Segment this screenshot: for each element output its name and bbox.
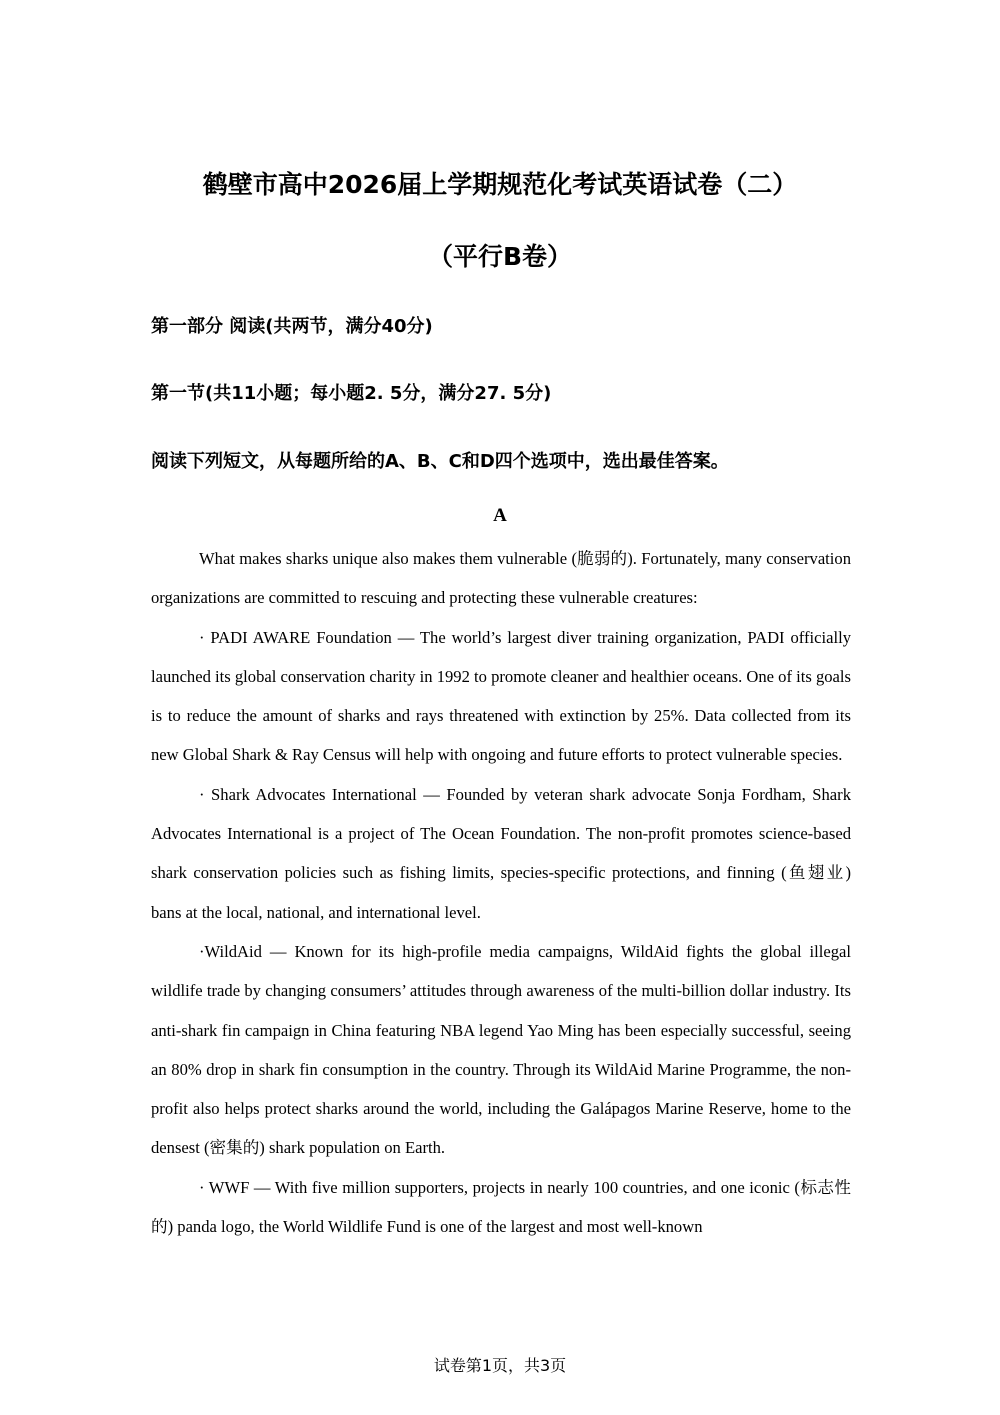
passage-paragraph-wildaid: ·WildAid — Known for its high-profile media campaigns, WildAid fights the global illegal wildlife trade by changing consumers’ attitudes through awareness of the multi-billion dollar industry. Its anti-shark fin campaign in China featuring NBA legend Yao Ming has been especially successful, seeing an 80% drop in shark fin consumption in the country. Through its WildAid Marine Programme, the non-profit also helps protect sharks around the world, including the Galápagos Marine Reserve, home to the densest (密集的) shark population on Earth. (151, 941, 851, 1158)
exam-subtitle: （平行B卷） (427, 242, 573, 271)
page-footer: 试卷第1页，共3页 (433, 1356, 567, 1375)
passage-paragraph-wwf: · WWF — With five million supporters, projects in nearly 100 countries, and one iconic (标志性的) panda logo, the World Wildlife Fund is one of the largest and most well-known (151, 1177, 851, 1237)
passage-letter: A (493, 505, 507, 526)
exam-title: 鹤壁市高中2026届上学期规范化考试英语试卷（二） (202, 170, 798, 199)
part-heading: 第一部分 阅读(共两节，满分40分) (151, 316, 433, 337)
instruction-text: 阅读下列短文，从每题所给的A、B、C和D四个选项中，选出最佳答案。 (151, 451, 729, 472)
passage-body (151, 539, 851, 1246)
passage-paragraph-shark-advocates: · Shark Advocates International — Founded by veteran shark advocate Sonja Fordham, Shark Advocates International is a project of The Ocean Foundation. The non-profit promotes science-based shark conservation policies such as fishing limits, species-specific protections, and finning (鱼翅业) bans at the local, national, and international level. (151, 784, 851, 922)
passage-paragraph-intro: What makes sharks unique also makes them vulnerable (脆弱的). Fortunately, many conservation organizations are committed to rescuing and protecting these vulnerable creatures: (151, 549, 851, 608)
section-heading: 第一节(共11小题；每小题2. 5分，满分27. 5分) (151, 383, 552, 404)
passage-paragraph-padi: · PADI AWARE Foundation — The world’s largest diver training organization, PADI officially launched its global conservation charity in 1992 to promote cleaner and healthier oceans. One of its goals is to reduce the amount of sharks and rays threatened with extinction by 25%. Data collected from its new Global Shark & Ray Census will help with ongoing and future efforts to protect vulnerable species. (151, 627, 851, 765)
